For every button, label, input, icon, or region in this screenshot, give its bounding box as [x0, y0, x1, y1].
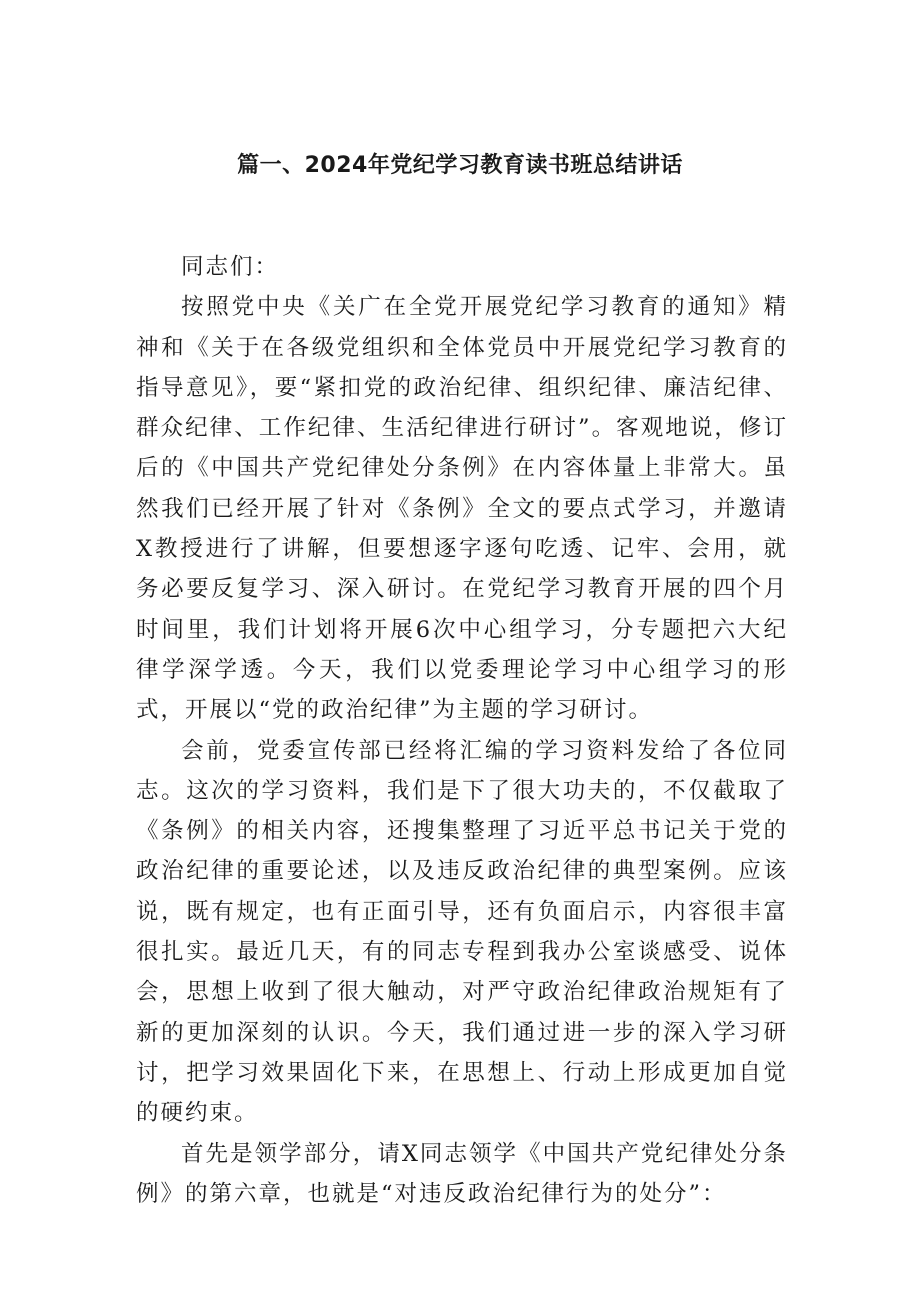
paragraph-3: 首先是领学部分，请X同志领学《中国共产党纪律处分条例》的第六章，也就是“对违反政治纪律行为的处分”： [136, 1140, 788, 1207]
paragraph-1: 按照党中央《关广在全党开展党纪学习教育的通知》精神和《关于在各级党组织和全体党员中开展党纪学习教育的指导意见》，要“紧扣党的政治纪律、组织纪律、廉洁纪律、群众纪律、工作纪律、生活纪律进行研讨”。客观地说，修订后的《中国共产党纪律处分条例》在内容体量上非常大。虽然我们已经开展了针对《条例》全文的要点式学习，并邀请X教授进行了讲解，但要想逐字逐句吃透、记牢、会用，就务必要反复学习、深入研讨。在党纪学习教育开展的四个月时间里，我们计划将开展6次中心组学习，分专题把六大纪律学深学透。今天，我们以党委理论学习中心组学习的形式，开展以“党的政治纪律”为主题的学习研讨。 [136, 294, 788, 724]
document-title: 篇一、2024年党纪学习教育读书班总结讲话 [237, 153, 683, 178]
paragraph-2: 会前，党委宣传部已经将汇编的学习资料发给了各位同志。这次的学习资料，我们是下了很大功夫的，不仅截取了《条例》的相关内容，还搜集整理了习近平总书记关于党的政治纪律的重要论述，以及违反政治纪律的典型案例。应该说，既有规定，也有正面引导，还有负面启示，内容很丰富很扎实。最近几天，有的同志专程到我办公室谈感受、说体会，思想上收到了很大触动，对严守政治纪律政治规矩有了新的更加深刻的认识。今天，我们通过进一步的深入学习研讨，把学习效果固化下来，在思想上、行动上形成更加自觉的硬约束。 [136, 737, 788, 1127]
salutation: 同志们： [181, 254, 280, 280]
document-body [136, 247, 788, 1214]
